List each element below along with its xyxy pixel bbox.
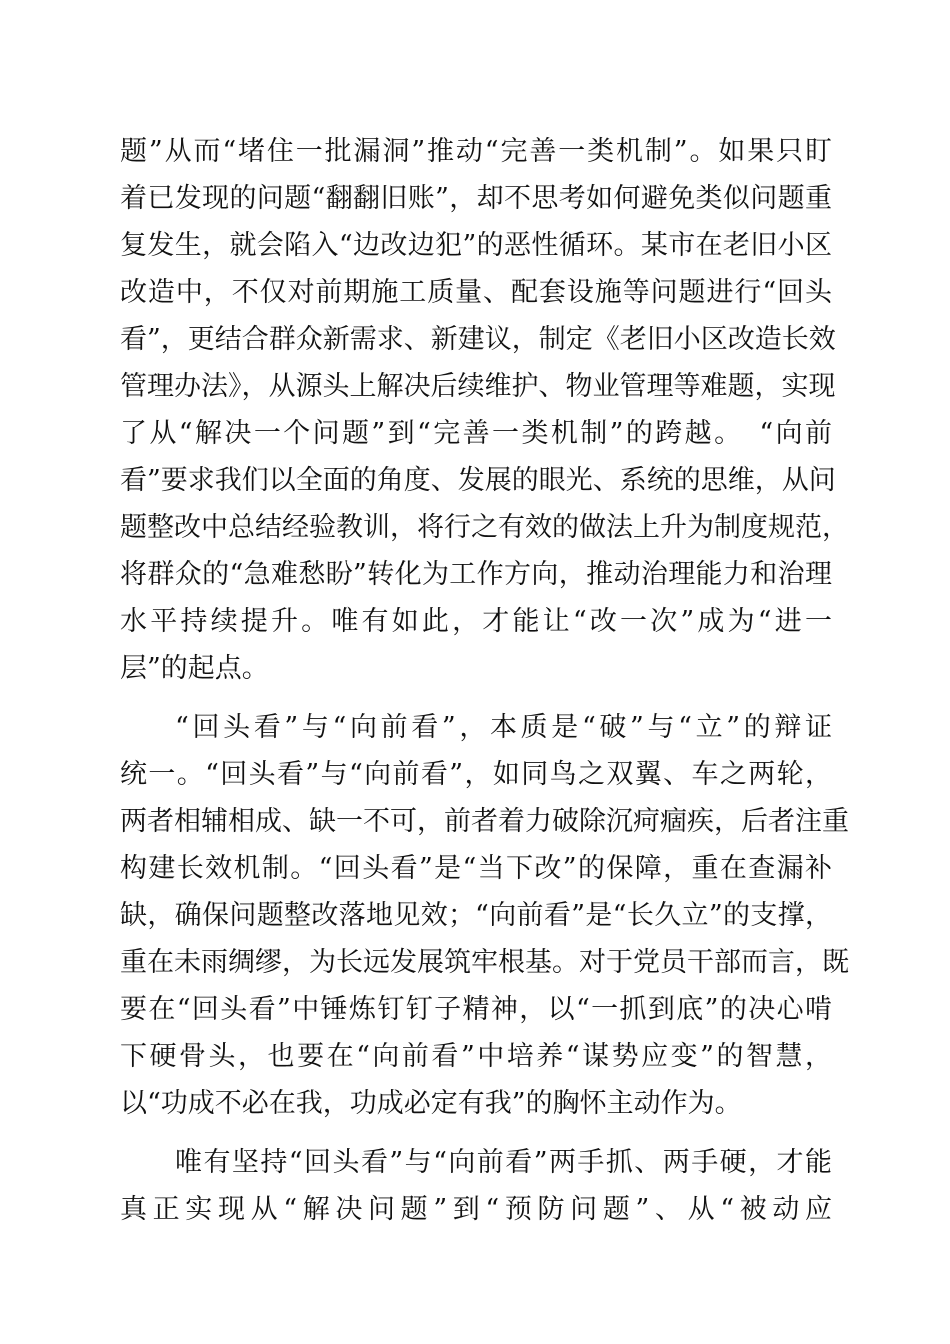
- text-line: 了从“解决一个问题”到“完善一类机制”的跨越。 “向前: [120, 418, 832, 449]
- text-line: 层”的起点。: [120, 653, 269, 684]
- text-line: 着已发现的问题“翻翻旧账”，却不思考如何避免类似问题重: [120, 183, 832, 214]
- paragraph-gap: [120, 1127, 832, 1139]
- document-body: [120, 128, 849, 1233]
- paragraph-3: [120, 1139, 832, 1233]
- text-line: 复发生，就会陷入“边改边犯”的恶性循环。某市在老旧小区: [120, 230, 832, 261]
- text-line: 要在“回头看”中锤炼钉钉子精神，以“一抓到底”的决心啃: [120, 994, 832, 1025]
- text-line: 下硬骨头，也要在“向前看”中培养“谋势应变”的智慧，: [120, 1041, 832, 1072]
- text-line: 以“功成不必在我，功成必定有我”的胸怀主动作为。: [120, 1088, 742, 1119]
- text-line: 重在未雨绸缪，为长远发展筑牢根基。对于党员干部而言，既: [120, 947, 849, 978]
- text-line: 看”，更结合群众新需求、新建议，制定《老旧小区改造长效: [120, 324, 836, 355]
- text-line: 题”从而“堵住一批漏洞”推动“完善一类机制”。如果只盯: [120, 136, 832, 167]
- text-line: 题整改中总结经验教训，将行之有效的做法上升为制度规范，: [120, 512, 849, 543]
- text-line: 缺，确保问题整改落地见效；“向前看”是“长久立”的支撑，: [120, 900, 832, 931]
- text-line: 改造中，不仅对前期施工质量、配套设施等问题进行“回头: [120, 277, 832, 308]
- text-line: 真正实现从“解决问题”到“预防问题”、从“被动应: [120, 1194, 832, 1225]
- text-line: 将群众的“急难愁盼”转化为工作方向，推动治理能力和治理: [120, 559, 832, 590]
- paragraph-2: [120, 704, 849, 1127]
- text-line: “回头看”与“向前看”，本质是“破”与“立”的辩证: [175, 712, 832, 743]
- text-line: 水平持续提升。唯有如此，才能让“改一次”成为“进一: [120, 606, 832, 637]
- text-line: 构建长效机制。“回头看”是“当下改”的保障，重在查漏补: [120, 853, 832, 884]
- paragraph-gap: [120, 692, 832, 704]
- text-line: 看”要求我们以全面的角度、发展的眼光、系统的思维，从问: [120, 465, 836, 496]
- text-line: 唯有坚持“回头看”与“向前看”两手抓、两手硬，才能: [175, 1147, 832, 1178]
- paragraph-1: [120, 128, 849, 692]
- text-line: 两者相辅相成、缺一不可，前者着力破除沉疴痼疾，后者注重: [120, 806, 849, 837]
- text-line: 管理办法》，从源头上解决后续维护、物业管理等难题，实现: [120, 371, 836, 402]
- text-line: 统一。“回头看”与“向前看”，如同鸟之双翼、车之两轮，: [120, 759, 832, 790]
